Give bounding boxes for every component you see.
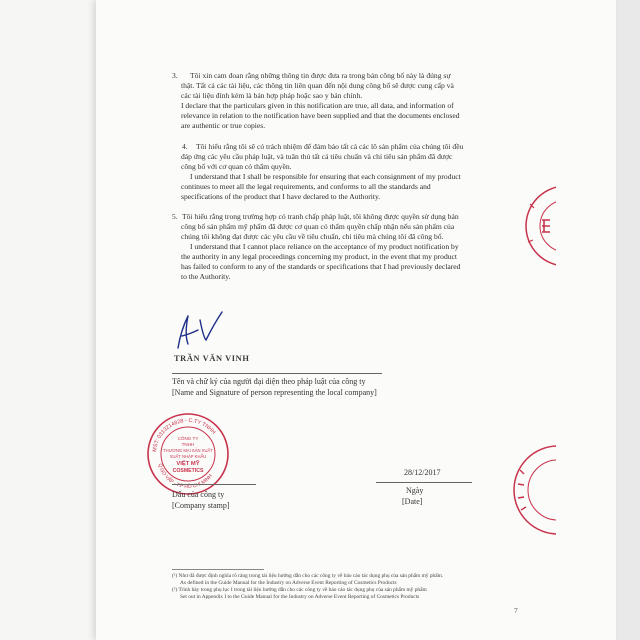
item-3-vi-line-3: các tài liệu đính kèm là bản hợp pháp hoặc sao y bản chính. [181,91,363,100]
scan-left-margin [0,0,96,640]
footnote-1-en: As defined in the Guide Manual for the Industry on Adverse Event Reporting of Cosmetics Products [180,580,397,586]
item-3-vi-line-2: thật. Tất cả các tài liệu, các thông tin liên quan đến nội dung công bố sẽ được cung cấp và [181,81,454,90]
item-5-en-line-1: I understand that I cannot place reliance on the acceptance of my product notification by [190,242,459,251]
item-3-en-line-1: I declare that the particulars given in this notification are true, all data, and information of [181,101,454,110]
item-5-en-line-3: has failed to conform to any of the standards or specifications that I had previously declared [181,262,461,271]
signature-label-en: [Name and Signature of person representing the local company] [172,388,377,397]
page-number: 7 [514,606,518,615]
item-5-vi-line-2: công bố sản phẩm mỹ phẩm đã được cơ quan có thẩm quyền chấp nhận nếu sản phẩm của [181,222,455,231]
item-4-vi-line-3: công bố với cơ quan có thẩm quyền. [181,162,292,171]
seal-line-6: COSMETICS [172,468,204,474]
seal-ring-bottom: Q.GÒ VẤP - T.P HỒ CHÍ MINH [156,462,214,491]
item-4-vi-line-1: Tôi hiểu rằng tôi sẽ có trách nhiệm để đảm bảo tất cả các lô sản phẩm của chúng tôi đều [196,142,464,151]
seal-line-3: THƯƠNG MẠI SẢN XUẤT [163,448,213,453]
item-3-en-line-3: are authentic or true copies. [181,121,266,130]
item-4-number: 4. [182,142,188,151]
handwritten-signature [172,308,232,352]
date-label-en: [Date] [402,497,423,506]
item-5-vi-line-1: Tôi hiểu rằng trong trường hợp có tranh chấp pháp luật, tôi không được quyền sử dụng bản [182,212,459,221]
seal-line-1: CÔNG TY [177,436,199,441]
date-line [376,482,472,483]
item-4-en-line-3: specifications of the product that I have declared to the Authority. [181,192,381,201]
partial-seal-right [506,440,556,540]
footnote-divider [172,569,264,570]
signature-label-vi: Tên và chữ ký của người đại diện theo pháp luật của công ty [172,377,366,386]
item-4-en-line-1: I understand that I shall be responsible for ensuring that each consignment of my product [190,172,461,181]
seal-line-2: TNHH [181,442,195,447]
item-5-en-line-2: the authority in any legal proceedings concerning my product, in the event that my product [181,252,458,261]
footnote-2-en: Set out in Appendix I to the Guide Manual for the Industry on Adverse Event Reporting of Cosmetics Products [180,594,420,600]
item-3-en-line-2: relevance in relation to the notification have been supplied and that the documents enclosed [181,111,460,120]
item-3-number: 3. [172,71,178,80]
signatory-name: TRẦN VĂN VINH [174,354,250,363]
item-5-vi-line-3: chúng tôi không đạt được các yêu cầu về tiêu chuẩn, chỉ tiêu mà chúng tôi đã công bố. [181,232,444,241]
item-5-en-line-4: to the Authority. [181,272,231,281]
seal-line-4: XUẤT NHẬP KHẨU [169,454,207,459]
stamp-label-vi: Dấu của công ty [172,490,225,499]
item-3-vi-line-1: Tôi xin cam đoan rằng những thông tin được đưa ra trong bản công bố này là đúng sự [190,71,451,80]
footnote-2-vi: (²) Trình bày trong phụ lục I trong tài liệu hướng dẫn cho các công ty về báo cáo tác dụng phụ của sản phẩm mỹ phẩm [172,587,427,593]
seal-line-5: VIỆT MỸ [176,461,200,467]
seal-ring-top: MST: 0313214828 - C.TY TNHH [152,417,217,453]
date-value: 28/12/2017 [404,468,441,477]
signature-line [172,373,382,374]
footnote-1-vi: (¹) Như đã được định nghĩa rõ ràng trong tài liệu hướng dẫn cho các công ty về báo cáo tác dụng phụ của sản phẩm mỹ phẩm. [172,573,444,579]
item-5-number: 5. [172,212,178,221]
item-4-vi-line-2: đáp ứng các yêu cầu pháp luật, và tuân thủ tất cả tiêu chuẩn và chỉ tiêu sản phẩm đã được [181,152,453,161]
stamp-label-en: [Company stamp] [172,501,230,510]
partial-seal-edge [514,180,556,272]
item-4-en-line-2: continues to meet all the legal requirements, and conforms to all the standards and [181,182,431,191]
date-label-vi: Ngày [406,486,424,495]
stamp-line [172,484,256,485]
